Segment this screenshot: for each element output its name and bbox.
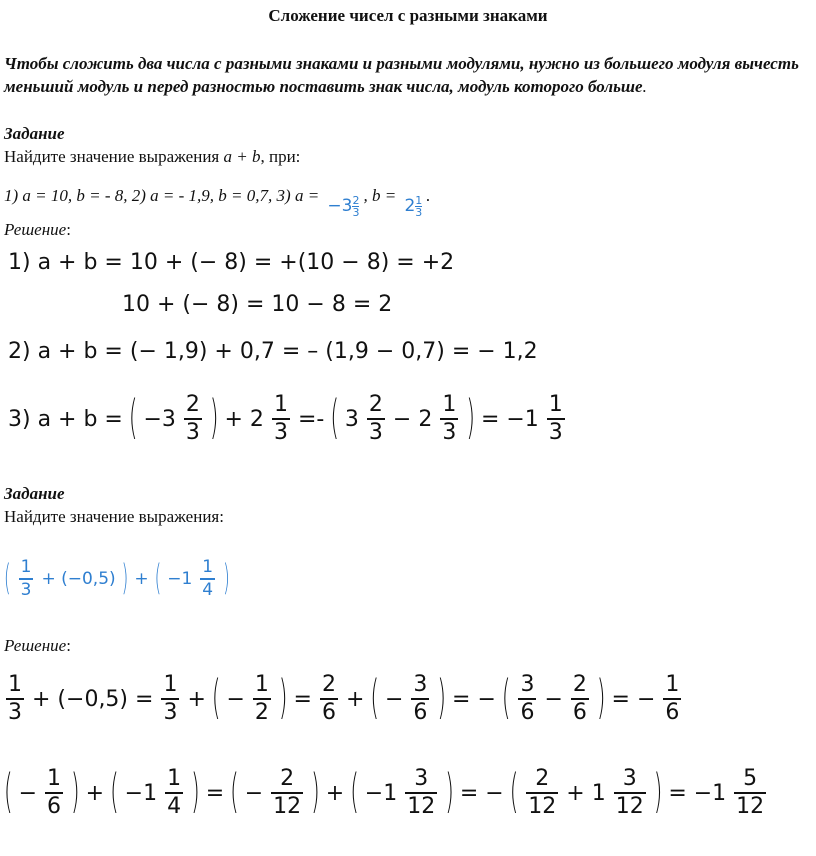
task2-heading: Задание bbox=[4, 484, 65, 503]
task1-conditions: 1) a = 10, b = - 8, 2) a = - 1,9, b = 0,7, 3) a = −3 2 3 , b = 2 1 3 . bbox=[4, 186, 431, 219]
task2-solution-label: Решение: bbox=[4, 636, 71, 655]
solution-line-3: 3) a + b = ( −3 $\frac{2}{3}$ ) + 2 $\frac{1}{3}$ =- ( 3 $\frac{2}{3}$ − 2 $\frac{1}{3}$ ) = −1 $\frac{1}{3}$ bbox=[8, 392, 563, 446]
b3-value: 2 1 3 bbox=[404, 193, 423, 219]
rule-text: Чтобы сложить два числа с разными знаками и разными модулями, нужно из большего модуля вычесть меньший модуль и перед разностью поставить знак числа, модуль которого больше. bbox=[4, 54, 799, 96]
a3-value: −3 2 3 bbox=[327, 193, 360, 219]
page-title: Сложение чисел с разными знаками bbox=[268, 6, 548, 25]
task2-prompt: Найдите значение выражения: bbox=[4, 507, 224, 526]
task2-expression: ( $\frac{1}{3}$ + (−0,5) ) + ( −1 $\frac{1}{4}$ ) bbox=[4, 557, 230, 600]
solution-line-2: 2) a + b = (− 1,9) + 0,7 = – (1,9 − 0,7) = − 1,2 bbox=[8, 339, 538, 364]
task2-solution-line-2: ( − $\frac{1}{6}$ ) + ( −1 $\frac{1}{4}$ ) = ( − $\frac{2}{12}$ ) + ( −1 $\frac{3}{12}$ ) = − ( $\frac{2}{12}$ + 1 $\frac{3}{12}$ ) = −1 $\frac{5}{12}$ bbox=[4, 766, 765, 820]
solution-line-1: 1) a + b = 10 + (− 8) = +(10 − 8) = +2 bbox=[8, 250, 455, 275]
task1-prompt: Найдите значение выражения a + b, при: bbox=[4, 147, 301, 166]
task2-solution-line-1: $\frac{1}{3}$ + (−0,5) = $\frac{1}{3}$ + ( − $\frac{1}{2}$ ) = $\frac{2}{6}$ + ( − $\frac{3}{6}$ ) = − ( $\frac{3}{6}$ − $\frac{2}{6}$ ) = − $\frac{1}{6}$ bbox=[8, 672, 680, 726]
solution-line-1b: 10 + (− 8) = 10 − 8 = 2 bbox=[122, 292, 393, 317]
task1-solution-label: Решение: bbox=[4, 220, 71, 239]
task1-heading: Задание bbox=[4, 124, 65, 143]
